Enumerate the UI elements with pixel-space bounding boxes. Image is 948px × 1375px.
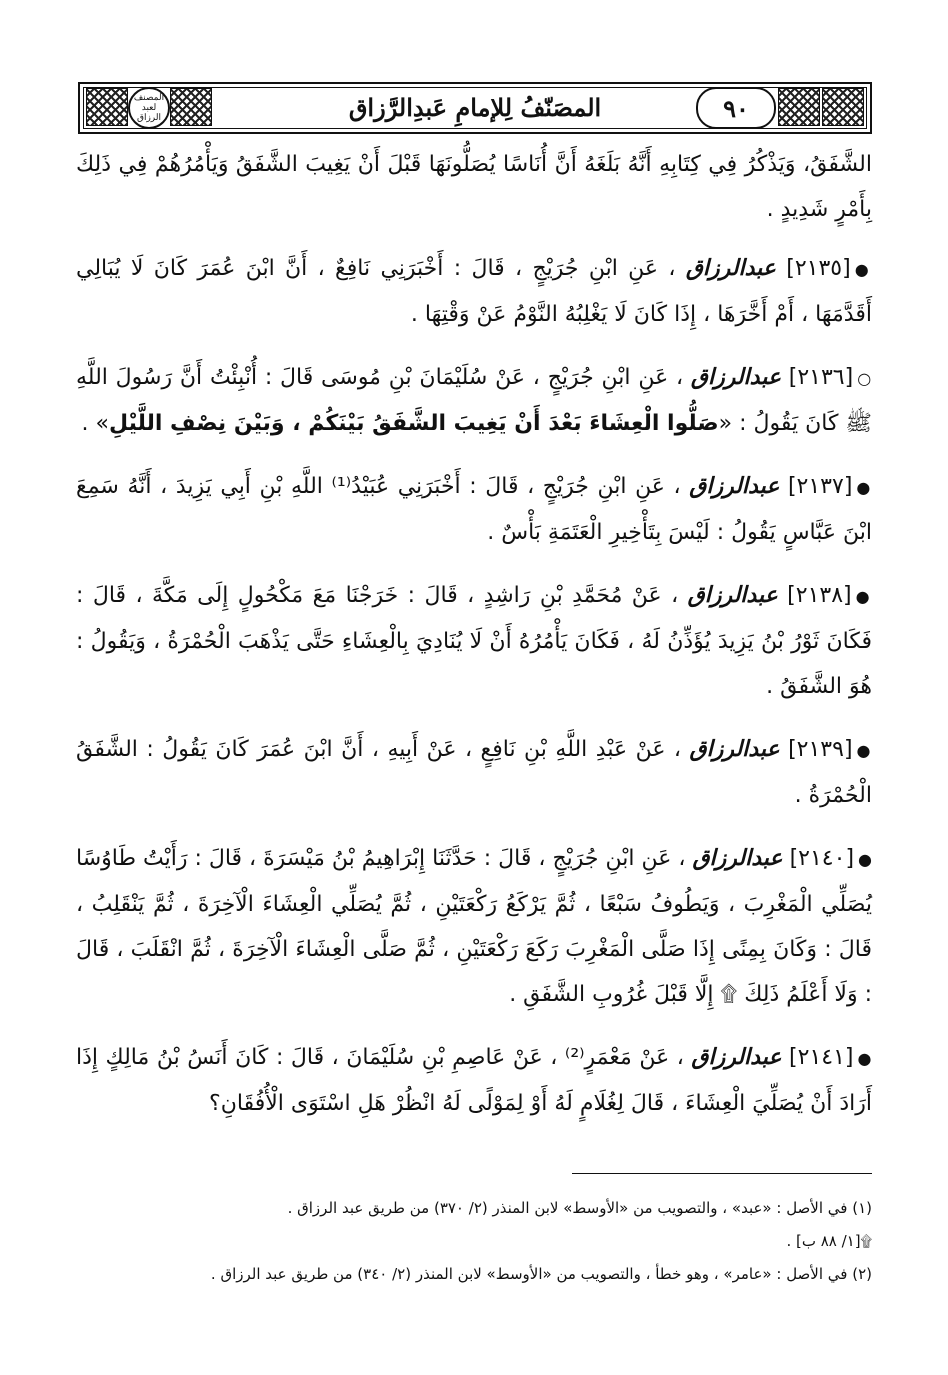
prophetic-saying: صَلُّوا الْعِشَاءَ بَعْدَ أَنْ يَغِيبَ الشَّفَقُ بَيْنَكُمْ ، وَبَيْنَ نِصْفِ اللَّيْلِ bbox=[108, 411, 719, 436]
manuscript-page-ref: ۩[١/ ٨٨ ب] . bbox=[786, 1232, 872, 1250]
page-number: ٩٠ bbox=[696, 87, 776, 129]
running-header bbox=[78, 82, 872, 134]
footnote: (١) في الأصل : «عبد» ، والتصويب من «الأوسط» لابن المنذر (٢/ ٣٧٠) من طريق عبد الرزاق . bbox=[287, 1199, 872, 1217]
narrator-name: عبدالرزاق bbox=[687, 583, 778, 608]
narrator-name: عبدالرزاق bbox=[689, 737, 780, 762]
bullet-icon: ● bbox=[857, 1049, 872, 1068]
bullet-icon: ● bbox=[858, 850, 872, 869]
paragraph-continuation bbox=[76, 142, 872, 232]
hadith-text: ، عَنِ ابْنِ جُرَيْجٍ ، قَالَ : أَخْبَرَنِي عُبَيْدُ⁽¹⁾ اللَّهِ بْنِ أَبِي يَزِيدَ ، أَنَّهُ سَمِعَ ابْنَ عَبَّاسٍ يَقُولُ : لَيْسَ بِتَأْخِيرِ الْعَتَمَةِ بَأْسٌ . bbox=[76, 474, 872, 545]
hadith-number: [٢١٣٩] bbox=[788, 737, 853, 762]
paragraph-text: الشَّفَقُ، وَيَذْكُرُ فِي كِتَابِهِ أَنَّهُ بَلَغَهُ أَنَّ أُنَاسًا يُصَلُّونَهَا قَبْلَ أَنْ يَغِيبَ الشَّفَقُ وَيَأْمُرُهُمْ فِي ذَلِكَ بِأَمْرٍ شَدِيدٍ . bbox=[76, 152, 872, 222]
footnote-divider bbox=[572, 1173, 872, 1174]
ornament-icon bbox=[170, 88, 212, 126]
hadith-2139 bbox=[76, 727, 872, 818]
narrator-name: عبدالرزاق bbox=[691, 1045, 782, 1070]
hadith-number: [٢١٤٠] bbox=[789, 846, 855, 871]
hadith-number: [٢١٣٦] bbox=[788, 365, 854, 390]
hadith-number: [٢١٣٨] bbox=[787, 583, 852, 608]
bullet-icon: ● bbox=[854, 260, 873, 279]
hadith-number: [٢١٣٧] bbox=[787, 474, 853, 499]
hadith-2140 bbox=[76, 836, 872, 1017]
hadith-2137 bbox=[76, 464, 872, 555]
ornament-icon bbox=[86, 88, 128, 126]
hadith-text: ، عَنِ ابْنِ جُرَيْجٍ ، قَالَ : أَخْبَرَنِي نَافِعٌ ، أَنَّ ابْنَ عُمَرَ كَانَ لَا يُبَالِي أَقَدَّمَهَا ، أَمْ أَخَّرَهَا ، إِذَا كَانَ لَا يَغْلِبُهُ النَّوْمُ عَنْ وَقْتِهَا . bbox=[76, 256, 872, 327]
hadith-number: [٢١٣٥] bbox=[786, 256, 851, 281]
hadith-text: ، عَنْ عَبْدِ اللَّهِ بْنِ نَافِعٍ ، عَنْ أَبِيهِ ، أَنَّ ابْنَ عُمَرَ كَانَ يَقُولُ : الشَّفَقُ الْحُمْرَةُ . bbox=[76, 737, 872, 808]
footnote: (٢) في الأصل : «عامر» ، وهو خطأ ، والتصويب من «الأوسط» لابن المنذر (٢/ ٣٤٠) من طريق عبد الرزاق . bbox=[210, 1265, 872, 1283]
footnotes bbox=[76, 1192, 872, 1291]
narrator-name: عبدالرزاق bbox=[690, 365, 781, 390]
hadith-text: ، عَنْ مَعْمَرٍ⁽²⁾ ، عَنْ عَاصِمِ بْنِ سُلَيْمَانَ ، قَالَ : كَانَ أَنَسُ بْنُ مَالِكٍ إِذَا أَرَادَ أَنْ يُصَلِّيَ الْعِشَاءَ ، قَالَ لِغُلَامٍ لَهُ أَوْ لِمَوْلًى لَهُ انْظُرْ هَلِ اسْتَوَى الْأُفُقَانِ؟ bbox=[76, 1045, 872, 1116]
hadith-text-end: » . bbox=[81, 411, 109, 436]
book-title: المصَنّفُ لِلإمامِ عَبدِالرَّزاق bbox=[348, 92, 602, 122]
hadith-2138 bbox=[76, 573, 872, 709]
bullet-icon: ○ bbox=[857, 369, 872, 388]
narrator-name: عبدالرزاق bbox=[689, 474, 780, 499]
bullet-icon: ● bbox=[856, 741, 872, 760]
hadith-2135 bbox=[76, 246, 872, 337]
hadith-2136 bbox=[76, 355, 872, 446]
hadith-text: ، عَنْ مُحَمَّدِ بْنِ رَاشِدٍ ، قَالَ : خَرَجْنَا مَعَ مَكْحُولٍ إِلَى مَكَّةَ ، قَالَ : فَكَانَ ثَوْرُ بْنُ يَزِيدَ يُؤَذِّنُ لَهُ ، فَكَانَ يَأْمُرُهُ أَنْ لَا يُنَادِيَ بِالْعِشَاءِ حَتَّى يَذْهَبَ الْحُمْرَةُ ، وَيَقُولُ : هُوَ الشَّفَقُ . bbox=[76, 583, 872, 699]
hadith-2141 bbox=[76, 1035, 872, 1126]
bullet-icon: ● bbox=[855, 587, 873, 606]
main-text bbox=[76, 142, 872, 1144]
hadith-number: [٢١٤١] bbox=[789, 1045, 854, 1070]
hadith-text: ، عَنِ ابْنِ جُرَيْجٍ ، عَنْ سُلَيْمَانَ بْنِ مُوسَى قَالَ : أُنْبِئْتُ أَنَّ رَسُولَ اللَّهِ ﷺ كَانَ يَقُولُ : « bbox=[76, 365, 872, 436]
hadith-text: ، عَنِ ابْنِ جُرَيْجٍ ، قَالَ : حَدَّثَنَا إِبْرَاهِيمُ بْنُ مَيْسَرَةَ ، قَالَ : رَأَيْتُ طَاوُسًا يُصَلِّي الْمَغْرِبَ ، وَيَطُوفُ سَبْعًا ، ثُمَّ يَرْكَعُ رَكْعَتَيْنِ ، ثُمَّ يُصَلِّي الْعِشَاءَ الْآخِرَةَ ، ثُمَّ يَنْقَلِبُ ، قَالَ : وَكَانَ بِمِنًى إِذَا صَلَّى الْمَغْرِبَ رَكَعَ رَكْعَتَيْنِ ، ثُمَّ صَلَّى الْعِشَاءَ الْآخِرَةَ ، ثُمَّ انْقَلَبَ ، قَالَ : وَلَا أَعْلَمُ ذَلِكَ ۩ إِلَّا قَبْلَ غُرُوبِ الشَّفَقِ . bbox=[76, 846, 872, 1007]
bullet-icon: ● bbox=[856, 478, 872, 497]
narrator-name: عبدالرزاق bbox=[685, 256, 776, 281]
ornament-icon bbox=[822, 88, 864, 126]
narrator-name: عبدالرزاق bbox=[692, 846, 783, 871]
ornament-icon bbox=[778, 88, 820, 126]
book-seal-logo: المصنف لعبد الرزاق bbox=[128, 87, 170, 129]
